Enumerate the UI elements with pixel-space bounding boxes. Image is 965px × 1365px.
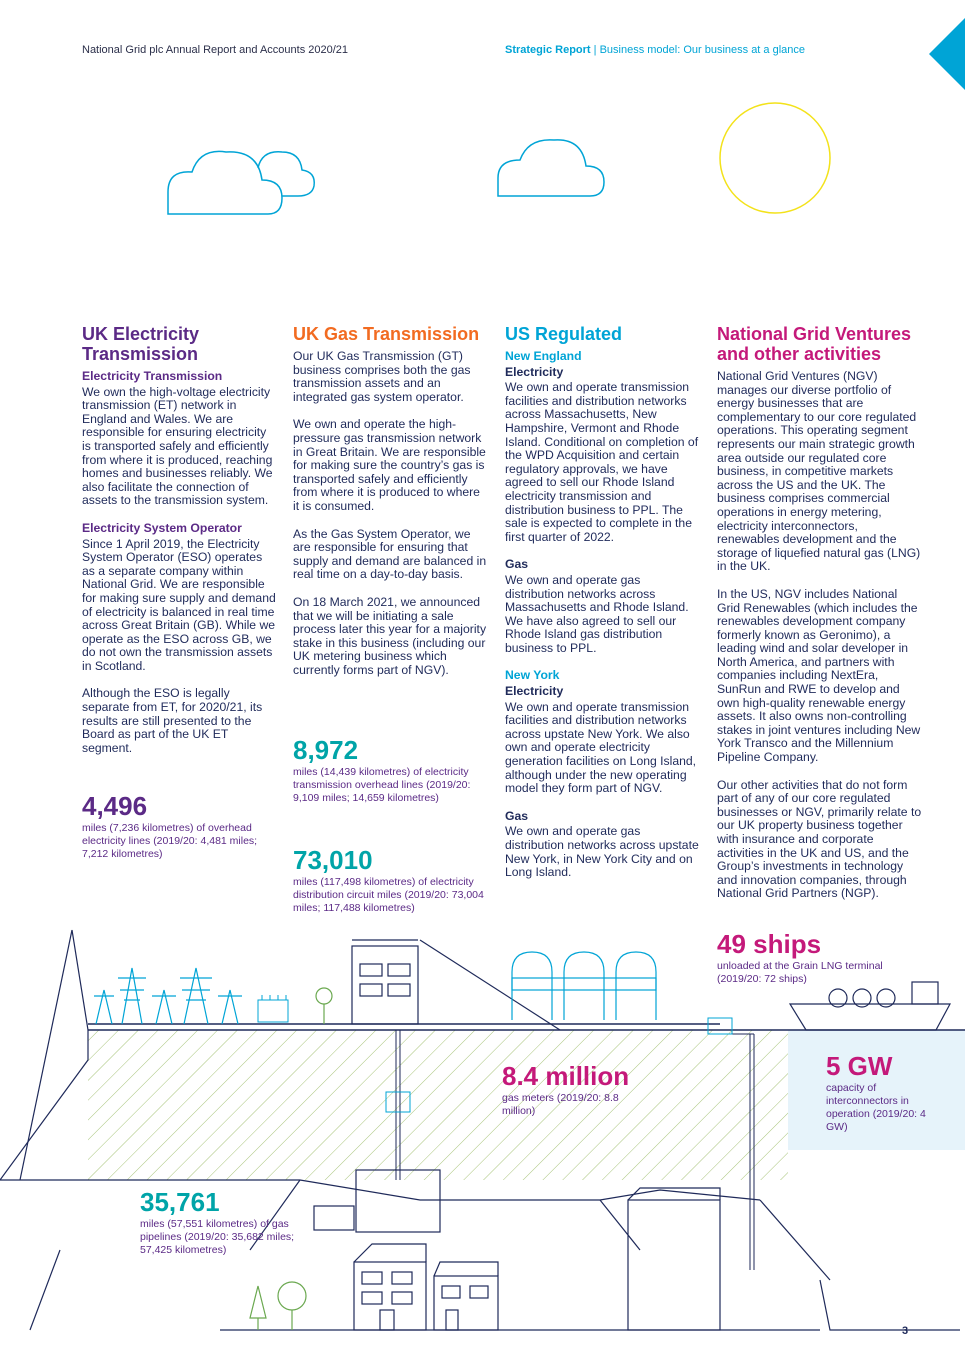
- pylon-icon: [94, 968, 242, 1024]
- paragraph: We own and operate gas distribution networks across upstate New York, in New York City and on Long Island.: [505, 824, 699, 880]
- stat-gas-pipelines: [140, 1188, 320, 1257]
- region-heading: New England: [505, 349, 582, 363]
- stat-caption: capacity of interconnectors in operation (2019/20: 4 GW): [826, 1082, 926, 1133]
- stat-number: 49 ships: [717, 929, 822, 959]
- section-name: Strategic Report: [505, 44, 591, 56]
- column-ngv: [717, 324, 922, 915]
- office-building-icon: [628, 1188, 720, 1330]
- sun-icon: [720, 103, 830, 213]
- stat-number: 5 GW: [826, 1051, 893, 1081]
- ship-icon: [790, 982, 950, 1030]
- paragraph: We own and operate transmission facilities and distribution networks across Massachusetts, New Hampshire, Vermont and Rhode Island. Conditional on completion of the WPD Acquisition and certain regulatory approvals, we have agreed to sell our Rhode Island electricity transmission and distribution business to PPL. The sale is expected to complete in the first quarter of 2022.: [505, 380, 699, 544]
- stat-overhead-lines: [82, 792, 277, 861]
- stat-number: 4,496: [82, 791, 148, 821]
- gas-tank-icon: [512, 952, 656, 1020]
- stat-caption: unloaded at the Grain LNG terminal (2019/20: 72 ships): [717, 960, 883, 985]
- stat-number: 73,010: [293, 845, 373, 875]
- subheading: Electricity: [505, 684, 564, 699]
- substation-icon: [258, 995, 288, 1022]
- column-us-regulated: [505, 324, 701, 894]
- column-uk-electricity: [82, 324, 278, 769]
- stat-caption: gas meters (2019/20: 8.8 million): [502, 1092, 619, 1117]
- corner-tab-icon: [929, 18, 965, 90]
- region-heading: New York: [505, 668, 560, 683]
- stat-caption: miles (57,551 kilometres) of gas pipelines (2019/20: 35,682 miles; 57,425 kilometres): [140, 1218, 295, 1256]
- paragraph: We own and operate transmission facilities and distribution networks across upstate New York. We also own and operate electricity generation facilities on Long Island, although under the new operating model they form part of NGV.: [505, 699, 697, 796]
- cloud-icon: [498, 140, 604, 196]
- breadcrumb-separator: |: [590, 44, 600, 56]
- subheading: Electricity: [505, 364, 564, 379]
- paragraph: Our other activities that do not form part of any of our core regulated businesses or NGV, primarily relate to our UK property business together with insurance and corporate activities in the UK and US, and the Group’s investments in technology and innovation companies, through National Grid Partners (NGP).: [717, 777, 922, 901]
- paragraph: We own the high-voltage electricity transmission (ET) network in England and Wales. We are responsible for ensuring electricity is transported safely and efficiently from where it is produced, reaching homes and businesses reliably. We also facilitate the connection of assets to the transmission system.: [82, 384, 273, 508]
- tree-icon: [316, 988, 332, 1024]
- stat-gas-meters: [502, 1062, 642, 1118]
- stat-number: 8,972: [293, 735, 359, 765]
- stat-caption: miles (117,498 kilometres) of electricity distribution circuit miles (2019/20: 73,004 miles; 117,488 kilometres): [293, 876, 484, 914]
- subheading: Gas: [505, 808, 529, 823]
- subheading: Gas: [505, 557, 529, 572]
- stat-interconnectors: [826, 1052, 936, 1134]
- stat-transmission-lines: [293, 736, 493, 805]
- paragraph: Since 1 April 2019, the Electricity System Operator (ESO) operates as a separate company within National Grid. We are responsible for making sure supply and demand of electricity is balanced in real time across Great Britain (GB). While we operate as the ESO across GB, we do not own the transmission assets in Scotland.: [82, 536, 276, 673]
- paragraph: We own and operate the high-pressure gas transmission network in Great Britain. We are responsible for making sure the country’s gas is transported safely and efficiently from where it is produced to where it is consumed.: [293, 417, 486, 513]
- stat-number: 8.4 million: [502, 1061, 630, 1091]
- section-subtitle: Business model: Our business at a glance: [599, 44, 806, 56]
- stat-number: 35,761: [140, 1187, 220, 1217]
- column-title: UK Electricity Transmission: [82, 324, 200, 364]
- column-title: UK Gas Transmission: [293, 324, 480, 344]
- cloud-icon: [168, 151, 314, 214]
- tree-icon: [250, 1282, 306, 1330]
- house-icon: [434, 1262, 498, 1330]
- paragraph: On 18 March 2021, we announced that we will be initiating a sale process later this year for a majority stake in this business (including our UK metering business which currently forms part of NGV).: [293, 594, 487, 677]
- page-number: 3: [902, 1325, 909, 1337]
- paragraph: In the US, NGV includes National Grid Renewables (which includes the renewables development company formerly known as Geronimo), a leading wind and solar developer in North America, and partners with companies including NextEra, SunRun and RWE to develop and own high-quality renewable energy assets. It also owns non-controlling stakes in joint ventures including New York Transco and the Millennium Pipeline Company.: [717, 586, 921, 765]
- paragraph: Although the ESO is legally separate from ET, for 2020/21, its results are still presented to the Board as part of the UK ET segment.: [82, 686, 263, 755]
- report-title: National Grid plc Annual Report and Accounts 2020/21: [82, 44, 349, 56]
- stat-lng-ships: [717, 930, 907, 986]
- paragraph: National Grid Ventures (NGV) manages our diverse portfolio of energy businesses that are complementary to our core regulated operations. This operating segment represents our main strategic growth area outside our regulated core business, in competitive markets across the US and the UK. The business comprises commercial operations in energy metering, electricity interconnectors, renewables development and the storage of liquefied natural gas (LNG) in the UK.: [717, 369, 921, 574]
- stat-caption: miles (14,439 kilometres) of electricity transmission overhead lines (2019/20: 9,109 miles; 14,659 kilometres): [293, 766, 471, 804]
- paragraph: As the Gas System Operator, we are responsible for ensuring that supply and demand are balanced in real time on a day-to-day basis.: [293, 526, 487, 582]
- column-title: US Regulated: [505, 324, 623, 344]
- column-uk-gas: [293, 324, 489, 691]
- building-icon: [352, 940, 418, 1024]
- house-icon: [354, 1244, 426, 1330]
- paragraph: Our UK Gas Transmission (GT) business comprises both the gas transmission assets and an integrated gas system operator.: [293, 349, 471, 404]
- section-breadcrumb: [505, 44, 805, 56]
- stat-distribution-circuits: [293, 846, 493, 915]
- stat-caption: miles (7,236 kilometres) of overhead electricity lines (2019/20: 4,481 miles; 7,212 kilometres): [82, 822, 258, 860]
- column-title: National Grid Ventures and other activities: [717, 324, 912, 364]
- subheading: Electricity Transmission: [82, 369, 223, 383]
- paragraph: We own and operate gas distribution networks across Massachusetts and Rhode Island. We have also agreed to sell our Rhode Island gas distribution business to PPL.: [505, 572, 689, 655]
- subheading: Electricity System Operator: [82, 520, 242, 535]
